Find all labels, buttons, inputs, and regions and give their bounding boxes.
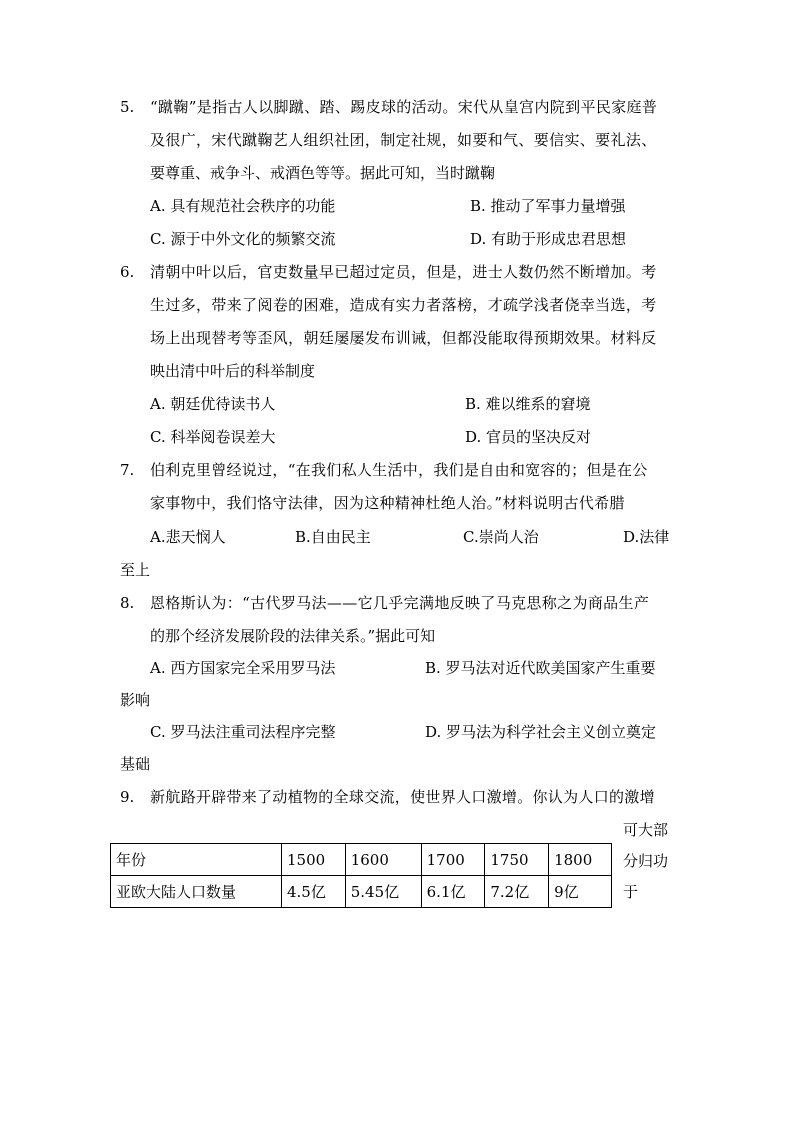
question-text-line: 映出清中叶后的科举制度 [150,362,316,380]
question-text-line: 要尊重、戒争斗、戒酒色等等。据此可知，当时蹴鞠 [150,164,496,182]
option-c: C. 罗马法注重司法程序完整 [150,723,336,741]
option-d: D. 官员的坚决反对 [465,428,592,446]
question-text-line: “蹴鞠”是指古人以脚蹴、踏、踢皮球的活动。宋代从皇宫内院到平民家庭普 [150,98,658,116]
question-number: 9. [120,788,135,806]
question-text-line: 恩格斯认为：“古代罗马法——它几乎完满地反映了马克思称之为商品生产 [150,594,650,612]
question-side-text: 分归功 [623,852,669,870]
question-text-line: 清朝中叶以后，官吏数量早已超过定员，但是，进士人数仍然不断增加。考 [150,263,657,281]
question-number: 7. [120,461,135,479]
option-wrap-text: 至上 [120,561,151,579]
population-table [110,843,612,908]
table-cell: 1600 [345,844,421,876]
table-row [111,844,612,876]
table-cell: 4.5亿 [282,876,346,908]
question-text-line: 场上出现替考等歪风，朝廷屡屡发布训诫，但都没能取得预期效果。材料反 [150,329,657,347]
table-row [111,876,612,908]
table-row-header: 年份 [111,844,282,876]
option-a: A. 具有规范社会秩序的功能 [150,197,336,215]
option-a: A.悲天悯人 [150,528,226,546]
option-b: B. 推动了军事力量增强 [470,197,626,215]
option-wrap-text: 基础 [120,755,151,773]
question-text-line: 生过多，带来了阅卷的困难，造成有实力者落榜，才疏学浅者侥幸当选，考 [150,296,657,314]
option-d: D. 罗马法为科学社会主义创立奠定 [425,723,657,741]
option-c: C. 科举阅卷误差大 [150,428,276,446]
table-row-header: 亚欧大陆人口数量 [111,876,282,908]
question-text-line: 新航路开辟带来了动植物的全球交流，使世界人口激增。你认为人口的激增 [150,788,655,806]
question-side-text: 于 [623,883,639,901]
question-side-text: 可大部 [623,821,669,839]
table-cell: 1750 [485,844,549,876]
table-cell: 5.45亿 [345,876,421,908]
option-c: C.崇尚人治 [463,528,539,546]
table-cell: 9亿 [549,876,612,908]
option-c: C. 源于中外文化的频繁交流 [150,230,336,248]
question-text-line: 伯利克里曾经说过，“在我们私人生活中，我们是自由和宽容的；但是在公 [150,461,648,479]
table-cell: 7.2亿 [485,876,549,908]
option-a: A. 西方国家完全采用罗马法 [150,659,336,677]
question-number: 8. [120,594,135,612]
question-number: 5. [120,98,135,116]
option-a: A. 朝廷优待读书人 [150,395,276,413]
table-cell: 1800 [549,844,612,876]
option-wrap-text: 影响 [120,691,151,709]
question-text-line: 家事物中，我们恪守法律，因为这种精神杜绝人治。”材料说明古代希腊 [150,494,625,512]
option-b: B. 罗马法对近代欧美国家产生重要 [425,659,656,677]
question-number: 6. [120,263,135,281]
option-d: D. 有助于形成忠君思想 [470,230,627,248]
option-d: D.法律 [623,528,670,546]
table-cell: 6.1亿 [421,876,485,908]
table-cell: 1700 [421,844,485,876]
option-b: B. 难以维系的窘境 [465,395,591,413]
question-text-line: 的那个经济发展阶段的法律关系。”据此可知 [150,627,436,645]
question-text-line: 及很广，宋代蹴鞠艺人组织社团，制定社规，如要和气、要信实、要礼法、 [150,131,657,149]
option-b: B.自由民主 [295,528,371,546]
table-cell: 1500 [282,844,346,876]
